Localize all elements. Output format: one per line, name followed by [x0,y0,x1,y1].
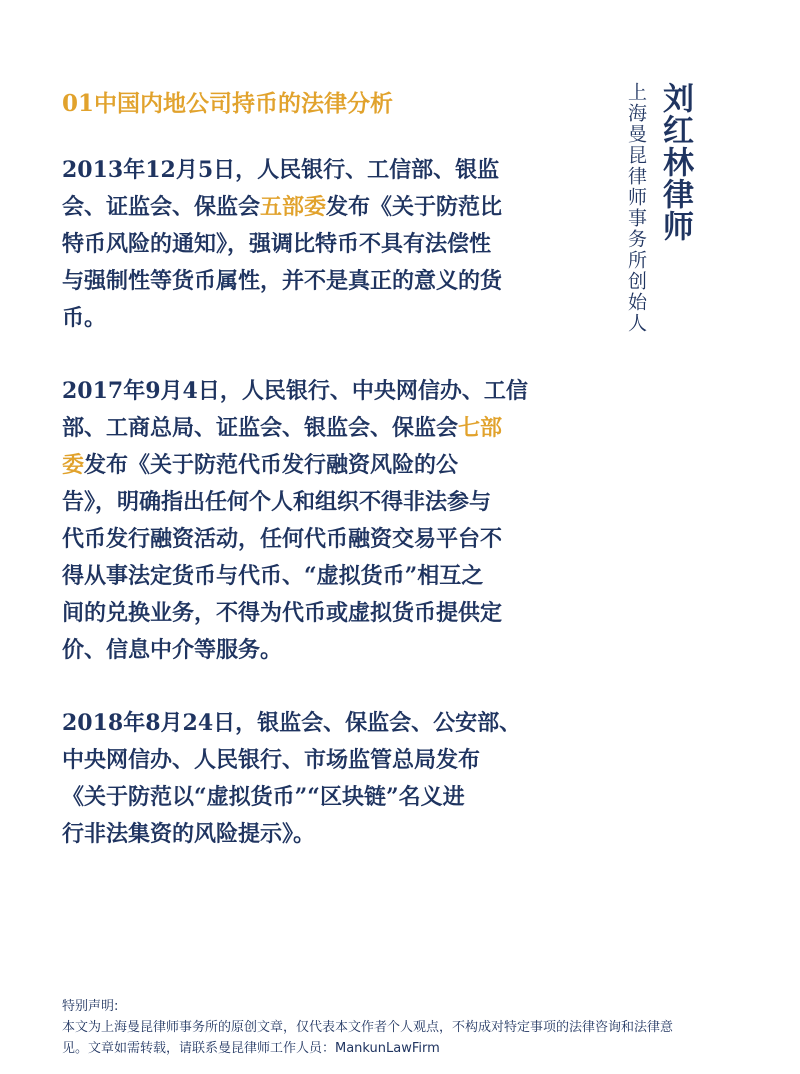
paragraph-line [62,558,572,595]
text-segment: 告》，明确指出任何个人和组织不得非法参与 [62,489,492,515]
text-segment: 发布《关于防范比 [326,194,503,220]
paragraph-line [62,484,572,521]
text-segment: 特币风险的通知》，强调比特币不具有法偿性 [62,231,492,257]
paragraph-line [62,742,572,779]
highlighted-text: 七部 [458,415,503,441]
text-segment: 《关于防范以“虚拟货币”“区块链”名义进 [62,784,465,810]
text-segment: 价、信息中介等服务。 [62,637,283,663]
disclaimer [62,996,752,1059]
paragraph-line [62,263,572,300]
text-segment: 代币发行融资活动，任何代币融资交易平台不 [62,526,503,552]
paragraph-line [62,632,572,669]
text-segment: 发布《关于防范代币发行融资风险的公 [84,452,459,478]
paragraph-line [62,152,572,189]
text-segment: 币。 [62,305,107,331]
author-title: 上海曼昆律师事务所创始人 [625,82,647,334]
paragraph-line [62,447,572,484]
paragraph-line [62,373,572,410]
disclaimer-line: 见。文章如需转载，请联系曼昆律师工作人员：MankunLawFirm [62,1041,440,1056]
article-paragraph [62,705,572,853]
highlighted-text: 五部委 [260,194,327,220]
text-segment: 与强制性等货币属性，并不是真正的意义的货 [62,268,503,294]
text-segment: 部、工商总局、证监会、银监会、保监会 [62,415,459,441]
paragraph-line [62,410,572,447]
text-segment: 2018年8月24日，银监会、保监会、公安部、 [62,710,522,736]
paragraph-line [62,189,572,226]
text-segment: 2013年12月5日，人民银行、工信部、银监 [62,157,500,183]
paragraph-line [62,595,572,632]
author-block [624,82,694,382]
article-body [62,152,572,889]
author-name: 刘红林律师 [657,82,693,242]
text-segment: 行非法集资的风险提示》。 [62,821,316,847]
text-segment: 2017年9月4日，人民银行、中央网信办、工信 [62,378,528,404]
paragraph-line [62,521,572,558]
text-segment: 得从事法定货币与代币、“虚拟货币”相互之 [62,563,484,589]
article-paragraph [62,373,572,669]
section-heading: 01中国内地公司持币的法律分析 [62,90,394,117]
text-segment: 会、证监会、保监会 [62,194,261,220]
text-segment: 中央网信办、人民银行、市场监管总局发布 [62,747,481,773]
disclaimer-label: 特别声明: [62,999,119,1014]
paragraph-line [62,226,572,263]
disclaimer-line: 本文为上海曼昆律师事务所的原创文章，仅代表本文作者个人观点，不构成对特定事项的法律咨询和法律意 [62,1020,674,1035]
paragraph-line [62,705,572,742]
highlighted-text: 委 [62,452,85,478]
paragraph-line [62,816,572,853]
article-paragraph [62,152,572,337]
text-segment: 间的兑换业务，不得为代币或虚拟货币提供定 [62,600,503,626]
paragraph-line [62,300,572,337]
paragraph-line [62,779,572,816]
